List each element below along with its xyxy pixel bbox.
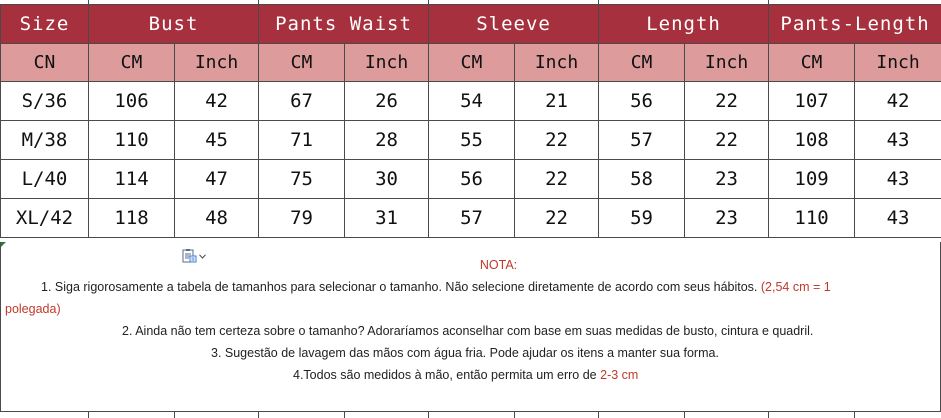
size-cell[interactable]: XL/42 (1, 199, 89, 238)
unit-cell[interactable]: CM (429, 44, 515, 82)
unit-cell[interactable]: CM (259, 44, 345, 82)
table-cell[interactable]: 56 (599, 82, 685, 121)
unit-cell[interactable]: CN (1, 44, 89, 82)
size-cell[interactable]: L/40 (1, 160, 89, 199)
table-cell[interactable]: 54 (429, 82, 515, 121)
unit-cell[interactable]: Inch (515, 44, 599, 82)
note-line-4 (293, 368, 638, 382)
header-sleeve[interactable]: Sleeve (429, 5, 599, 44)
notes-title: NOTA: (1, 258, 941, 272)
table-cell[interactable]: 42 (855, 82, 941, 121)
note-line-2: 2. Ainda não tem certeza sobre o tamanho? Adoraríamos aconselhar com base em suas medidas de busto, cintura e quadril. (122, 324, 813, 338)
header-length[interactable]: Length (599, 5, 769, 44)
cell-corner-marker (1, 242, 6, 247)
note-line-4-text: 4.Todos são medidos à mão, então permita um erro de (293, 368, 600, 382)
table-row (1, 160, 941, 199)
size-chart-table (0, 4, 941, 238)
table-cell[interactable]: 22 (515, 121, 599, 160)
table-cell[interactable]: 107 (769, 82, 855, 121)
table-cell[interactable]: 23 (685, 160, 769, 199)
table-cell[interactable]: 45 (175, 121, 259, 160)
table-row (1, 199, 941, 238)
table-cell[interactable]: 110 (89, 121, 175, 160)
table-cell[interactable]: 23 (685, 199, 769, 238)
table-cell[interactable]: 79 (259, 199, 345, 238)
unit-cell[interactable]: Inch (345, 44, 429, 82)
table-cell[interactable]: 22 (515, 199, 599, 238)
header-size[interactable]: Size (1, 5, 89, 44)
table-cell[interactable]: 47 (175, 160, 259, 199)
table-cell[interactable]: 22 (685, 82, 769, 121)
table-cell[interactable]: 59 (599, 199, 685, 238)
note-line-4-red: 2-3 cm (600, 368, 638, 382)
note-line-1-continuation: polegada) (5, 302, 61, 316)
unit-row (1, 44, 941, 82)
header-bust[interactable]: Bust (89, 5, 259, 44)
table-cell[interactable]: 110 (769, 199, 855, 238)
note-line-1-red: (2,54 cm = 1 (761, 280, 831, 294)
size-cell[interactable]: S/36 (1, 82, 89, 121)
note-line-3: 3. Sugestão de lavagem das mãos com água fria. Pode ajudar os itens a manter sua forma. (211, 346, 719, 360)
table-cell[interactable]: 28 (345, 121, 429, 160)
table-cell[interactable]: 42 (175, 82, 259, 121)
table-cell[interactable]: 67 (259, 82, 345, 121)
table-cell[interactable]: 21 (515, 82, 599, 121)
unit-cell[interactable]: CM (599, 44, 685, 82)
table-cell[interactable]: 118 (89, 199, 175, 238)
table-cell[interactable]: 106 (89, 82, 175, 121)
table-cell[interactable]: 57 (429, 199, 515, 238)
table-cell[interactable]: 26 (345, 82, 429, 121)
table-cell[interactable]: 57 (599, 121, 685, 160)
header-pants-waist[interactable]: Pants Waist (259, 5, 429, 44)
table-cell[interactable]: 30 (345, 160, 429, 199)
table-row (1, 82, 941, 121)
table-cell[interactable]: 22 (515, 160, 599, 199)
table-cell[interactable]: 71 (259, 121, 345, 160)
table-cell[interactable]: 43 (855, 121, 941, 160)
unit-cell[interactable]: CM (89, 44, 175, 82)
unit-cell[interactable]: Inch (175, 44, 259, 82)
table-cell[interactable]: 55 (429, 121, 515, 160)
notes-box[interactable] (0, 242, 941, 412)
table-cell[interactable]: 48 (175, 199, 259, 238)
table-cell[interactable]: 58 (599, 160, 685, 199)
note-line-1-text: 1. Siga rigorosamente a tabela de tamanhos para selecionar o tamanho. Não selecione diretamente de acordo com seus hábitos. (41, 280, 761, 294)
table-cell[interactable]: 43 (855, 199, 941, 238)
unit-cell[interactable]: CM (769, 44, 855, 82)
table-cell[interactable]: 108 (769, 121, 855, 160)
table-row (1, 121, 941, 160)
table-cell[interactable]: 56 (429, 160, 515, 199)
unit-cell[interactable]: Inch (685, 44, 769, 82)
table-cell[interactable]: 22 (685, 121, 769, 160)
unit-cell[interactable]: Inch (855, 44, 941, 82)
header-row (1, 5, 941, 44)
table-cell[interactable]: 31 (345, 199, 429, 238)
note-line-1 (41, 280, 831, 294)
table-cell[interactable]: 114 (89, 160, 175, 199)
header-pants-length[interactable]: Pants-Length (769, 5, 941, 44)
size-cell[interactable]: M/38 (1, 121, 89, 160)
table-cell[interactable]: 43 (855, 160, 941, 199)
table-cell[interactable]: 75 (259, 160, 345, 199)
table-cell[interactable]: 109 (769, 160, 855, 199)
